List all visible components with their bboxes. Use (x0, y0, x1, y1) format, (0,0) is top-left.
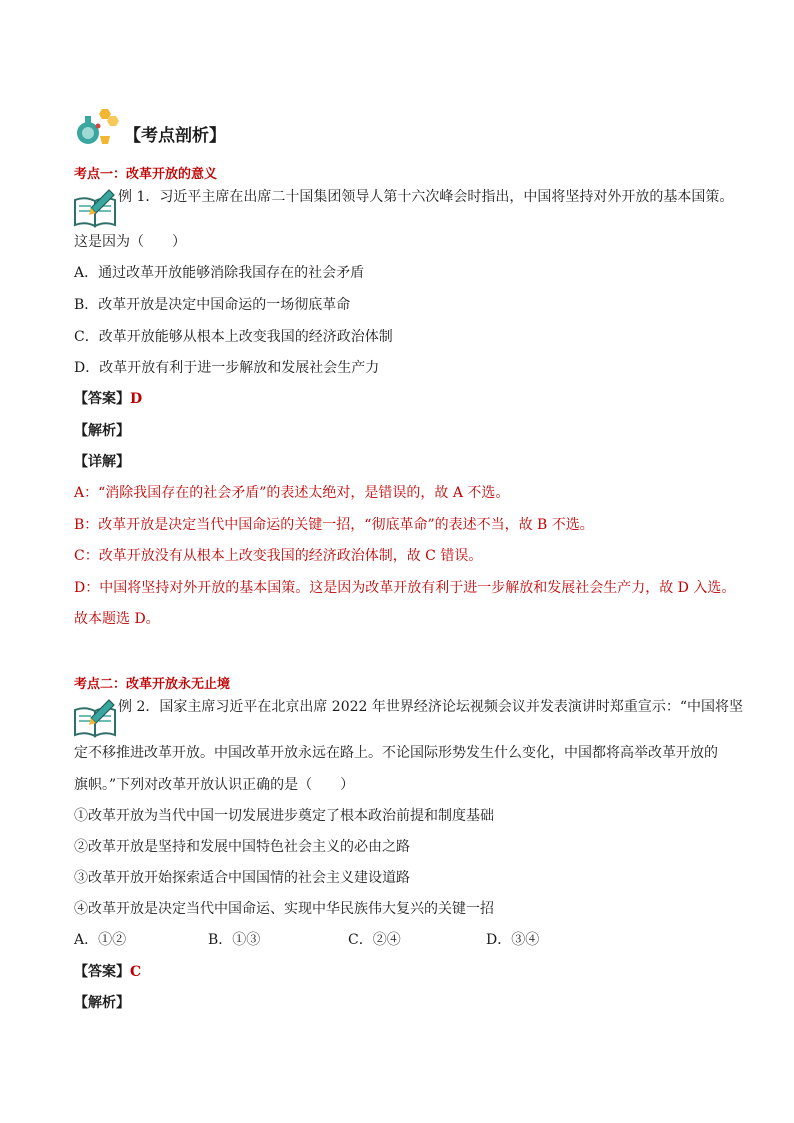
q2-analysis-label: 【解析】 (74, 995, 130, 1011)
q2-statement-4: ④改革开放是决定当代中国命运、实现中华民族伟大复兴的关键一招 (74, 901, 494, 917)
book-pencil-icon (73, 186, 119, 228)
q1-option-c: C．改革开放能够从根本上改变我国的经济政治体制 (74, 329, 393, 345)
lab-flask-icon (74, 106, 122, 146)
q2-statement-2: ②改革开放是坚持和发展中国特色社会主义的必由之路 (74, 839, 410, 855)
q2-option-d: D．③④ (486, 932, 540, 948)
question-2-line-3: 旗帜。”下列对改革开放认识正确的是（ ） (74, 777, 355, 793)
q1-detail-c: C：改革开放没有从根本上改变我国的经济政治体制，故 C 错误。 (74, 548, 483, 564)
answer-value: D (130, 391, 143, 407)
q2-option-a: A．①② (74, 932, 127, 948)
question-2-line-1: 例 2．国家主席习近平在北京出席 2022 年世界经济论坛视频会议并发表演讲时郑重宣示：“中国将坚 (118, 699, 744, 715)
answer-value: C (130, 964, 142, 980)
q2-statement-3: ③改革开放开始探索适合中国国情的社会主义建设道路 (74, 870, 410, 886)
answer-label: 【答案】 (74, 391, 130, 407)
question-1-line-2: 这是因为（ ） (74, 234, 186, 250)
question-1-line-1: 例 1．习近平主席在出席二十国集团领导人第十六次峰会时指出，中国将坚持对外开放的基本国策。 (118, 189, 734, 205)
q1-option-d: D．改革开放有利于进一步解放和发展社会生产力 (74, 360, 380, 376)
q2-option-b: B．①③ (208, 932, 261, 948)
question-2-line-2: 定不移推进改革开放。中国改革开放永远在路上。不论国际形势发生什么变化，中国都将高举改革开放的 (74, 745, 718, 761)
book-pencil-icon (73, 696, 119, 738)
q1-conclusion: 故本题选 D。 (74, 611, 160, 627)
q1-detail-d: D：中国将坚持对外开放的基本国策。这是因为改革开放有利于进一步解放和发展社会生产力，故 D 入选。 (74, 580, 736, 596)
q1-detail-b: B：改革开放是决定当代中国命运的关键一招，“彻底革命”的表述不当，故 B 不选。 (74, 517, 594, 533)
q2-answer (74, 963, 141, 981)
kaodian-1-label: 考点一：改革开放的意义 (74, 167, 218, 182)
answer-label: 【答案】 (74, 964, 130, 980)
q1-option-a: A．通过改革开放能够消除我国存在的社会矛盾 (74, 265, 365, 281)
q1-detail-label: 【详解】 (74, 454, 130, 470)
q1-option-b: B．改革开放是决定中国命运的一场彻底革命 (74, 297, 351, 313)
q2-statement-1: ①改革开放为当代中国一切发展进步奠定了根本政治前提和制度基础 (74, 808, 494, 824)
q2-option-c: C．②④ (348, 932, 401, 948)
q1-detail-a: A：“消除我国存在的社会矛盾”的表述太绝对，是错误的，故 A 不选。 (74, 485, 510, 501)
q1-analysis-label: 【解析】 (74, 423, 130, 439)
q1-answer (74, 390, 142, 408)
section-title: 【考点剖析】 (124, 126, 226, 146)
kaodian-2-label: 考点二：改革开放永无止境 (74, 677, 231, 692)
